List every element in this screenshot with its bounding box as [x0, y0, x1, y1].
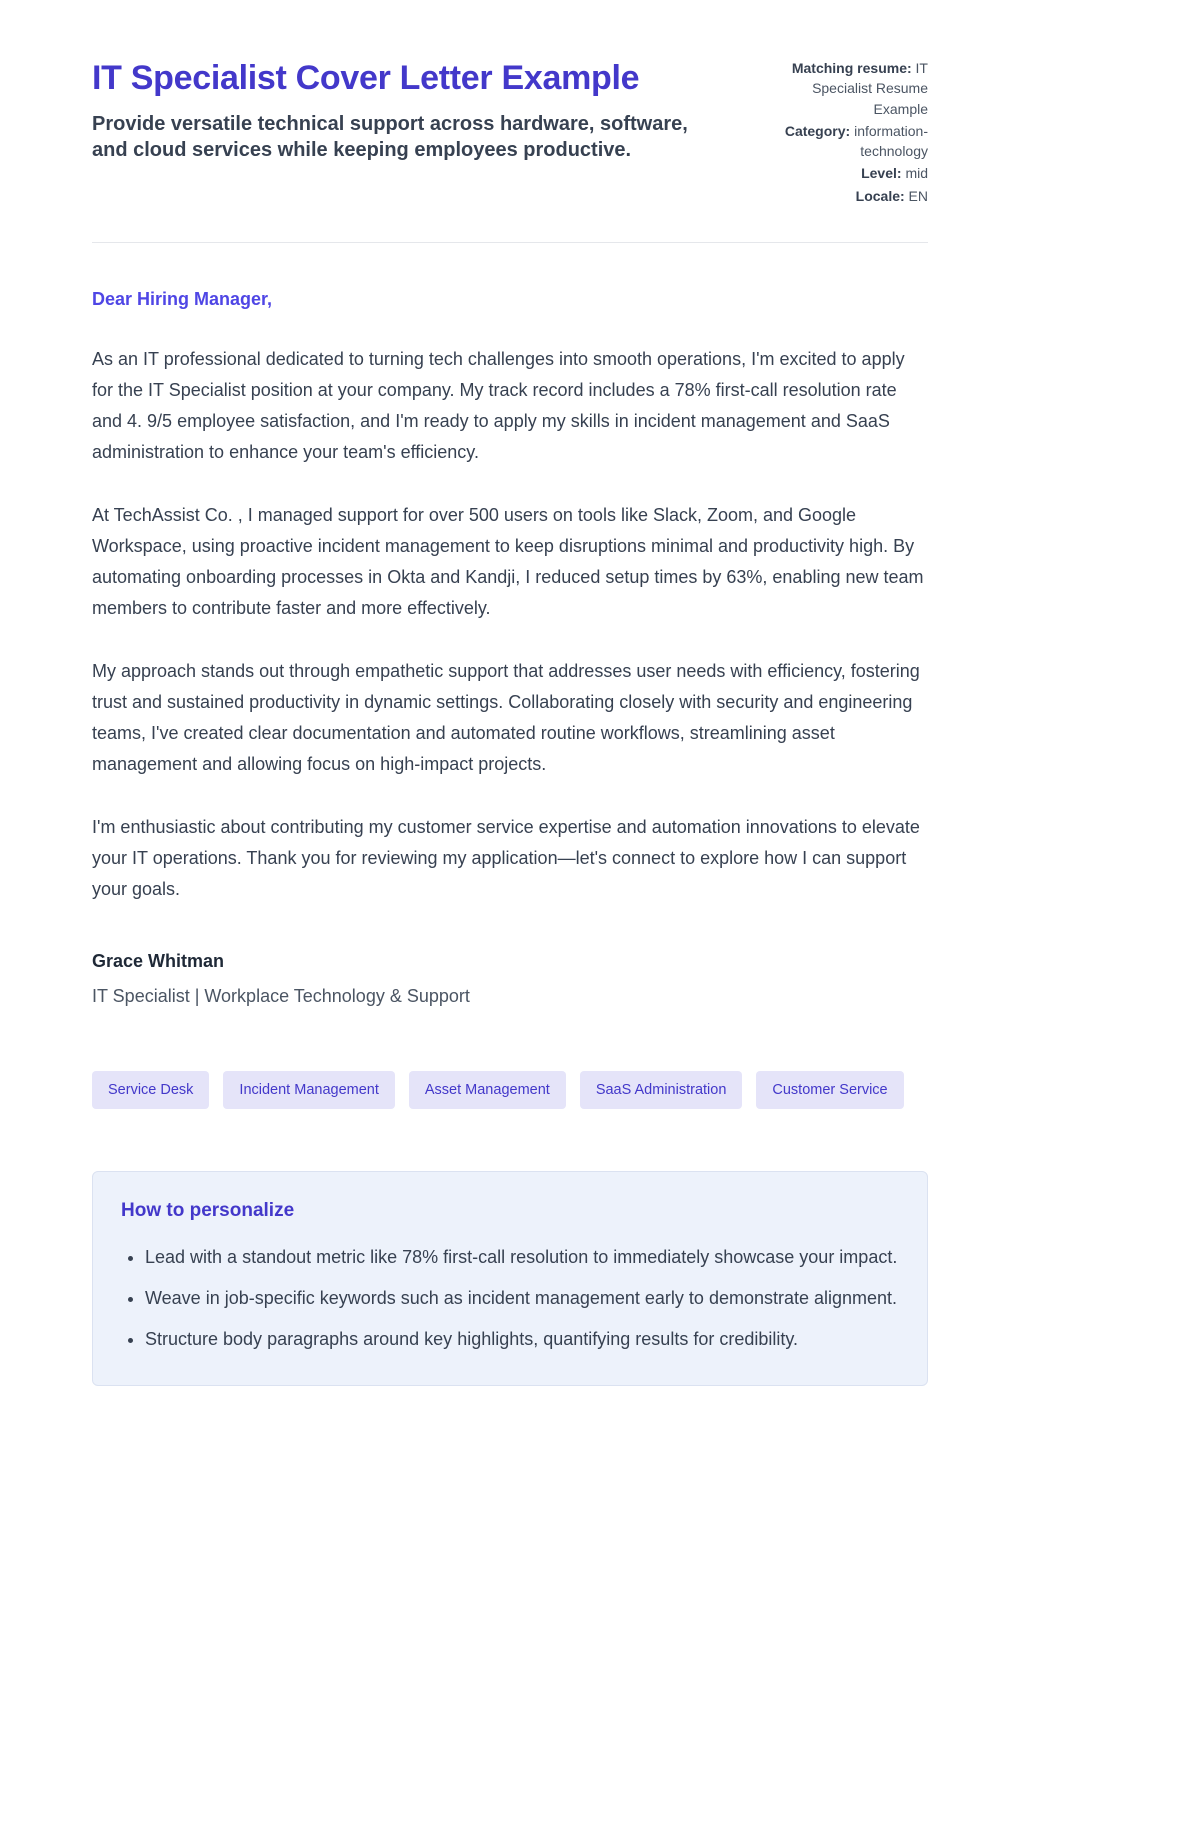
personalize-tip: • Structure body paragraphs around key highlights, quantifying results for credibility.	[145, 1324, 899, 1355]
page-subtitle: Provide versatile technical support across hardware, software, and cloud services while keeping employees productive.	[92, 113, 688, 161]
personalize-tip: • Weave in job-specific keywords such as incident management early to demonstrate alignment.	[145, 1283, 899, 1314]
meta-category	[768, 121, 928, 162]
letter-body	[92, 289, 928, 1007]
category-label: Category:	[784, 122, 851, 139]
signature-name: Grace Whitman	[92, 951, 225, 972]
letter-paragraph: My approach stands out through empathetic support that addresses user needs with efficiency, fostering trust and sustained productivity in dynamic settings. Collaborating closely with security and engineering teams, I've created clear documentation and automated routine workflows, streamlining asset management and allowing focus on high-impact projects.	[92, 661, 920, 775]
divider	[92, 242, 928, 243]
meta-level	[768, 163, 928, 183]
tag-incident-management[interactable]: Incident Management	[223, 1071, 394, 1109]
signature-title: IT Specialist | Workplace Technology & Support	[92, 986, 470, 1007]
level-value: mid	[905, 165, 928, 182]
page-title: IT Specialist Cover Letter Example	[92, 59, 640, 97]
tag-service-desk[interactable]: Service Desk	[92, 1071, 209, 1109]
letter-paragraph: At TechAssist Co. , I managed support for over 500 users on tools like Slack, Zoom, and Google Workspace, using proactive incident management to keep disruptions minimal and productivity high. By automating onboarding processes in Okta and Kandji, I reduced setup times by 63%, enabling new team members to contribute faster and more effectively.	[92, 505, 924, 619]
matching-resume-label: Matching resume:	[791, 60, 912, 76]
header-left	[92, 58, 692, 163]
meta-panel	[768, 58, 928, 208]
tag-saas-administration[interactable]: SaaS Administration	[580, 1071, 743, 1109]
category-value: information-technology	[854, 122, 928, 160]
locale-value: EN	[908, 187, 928, 204]
personalize-tips	[121, 1242, 899, 1355]
header	[92, 58, 928, 208]
meta-locale	[768, 186, 928, 206]
tag-list	[92, 1071, 928, 1109]
letter-paragraph: As an IT professional dedicated to turning tech challenges into smooth operations, I'm excited to apply for the IT Specialist position at your company. My track record includes a 78% first-call resolution rate and 4. 9/5 employee satisfaction, and I'm ready to apply my skills in incident management and SaaS administration to enhance your team's efficiency.	[92, 349, 905, 463]
meta-matching-resume	[768, 58, 928, 119]
level-label: Level:	[861, 165, 902, 182]
personalize-box	[92, 1171, 928, 1386]
personalize-tip: • Lead with a standout metric like 78% first-call resolution to immediately showcase your impact.	[145, 1242, 899, 1273]
personalize-heading: How to personalize	[121, 1200, 295, 1222]
tag-customer-service[interactable]: Customer Service	[756, 1071, 903, 1109]
letter-paragraph: I'm enthusiastic about contributing my customer service expertise and automation innovations to elevate your IT operations. Thank you for reviewing my application—let's connect to explore how I can support your goals.	[92, 817, 920, 900]
salutation: Dear Hiring Manager,	[92, 289, 273, 310]
tag-asset-management[interactable]: Asset Management	[409, 1071, 566, 1109]
locale-label: Locale:	[855, 187, 905, 204]
matching-resume-value: IT Specialist Resume Example	[812, 60, 928, 117]
